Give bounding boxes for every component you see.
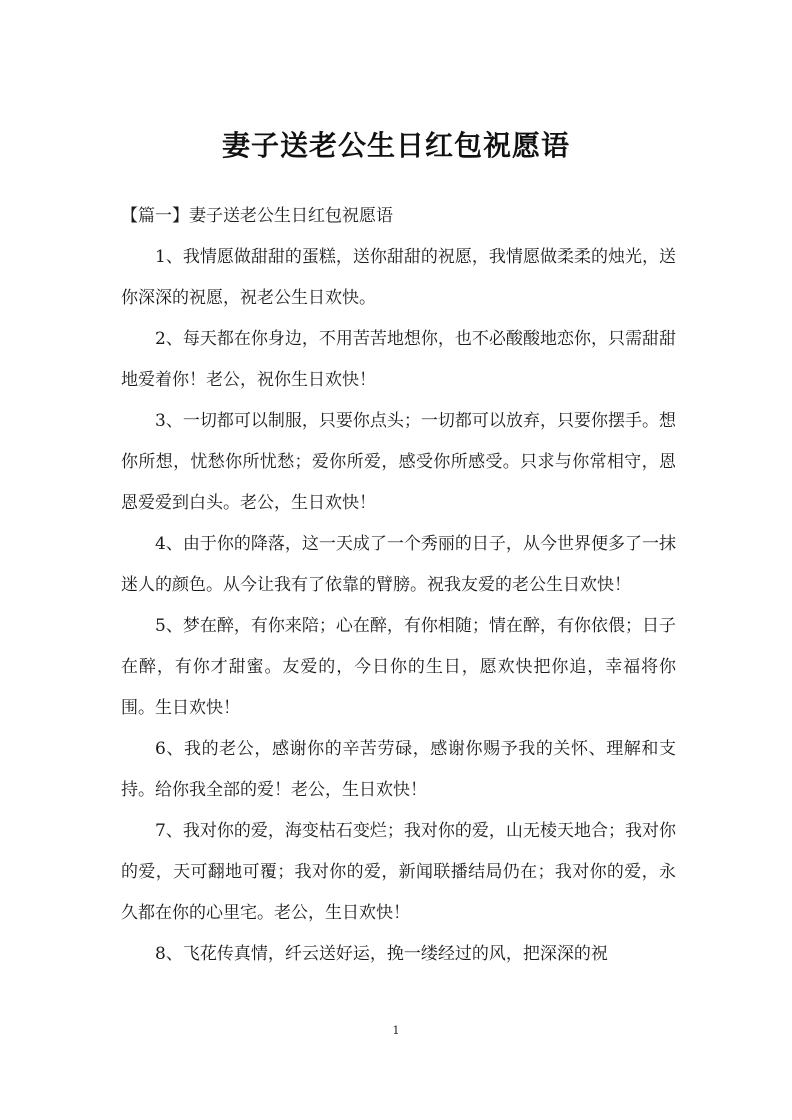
document-body xyxy=(121,196,676,975)
paragraph-2: 2、每天都在你身边，不用苦苦地想你，也不必酸酸地恋你，只需甜甜地爱着你！老公，祝你生日欢快！ xyxy=(121,329,676,390)
section-heading: 【篇一】妻子送老公生日红包祝愿语 xyxy=(121,206,393,226)
page-number: 1 xyxy=(392,1024,400,1037)
paragraph-1: 1、我情愿做甜甜的蛋糕，送你甜甜的祝愿，我情愿做柔柔的烛光，送你深深的祝愿，祝老公生日欢快。 xyxy=(121,247,676,308)
paragraph-7: 7、我对你的爱，海变枯石变烂；我对你的爱，山无棱天地合；我对你的爱，天可翻地可覆；我对你的爱，新闻联播结局仍在；我对你的爱，永久都在你的心里宅。老公，生日欢快！ xyxy=(121,821,676,923)
paragraph-4: 4、由于你的降落，这一天成了一个秀丽的日子，从今世界便多了一抹迷人的颜色。从今让我有了依靠的臂膀。祝我友爱的老公生日欢快！ xyxy=(121,534,676,595)
paragraph-3: 3、一切都可以制服，只要你点头；一切都可以放弃，只要你摆手。想你所想，忧愁你所忧愁；爱你所爱，感受你所感受。只求与你常相守，恩恩爱爱到白头。老公，生日欢快！ xyxy=(121,411,676,513)
paragraph-8: 8、飞花传真情，纤云送好运，挽一缕经过的风，把深深的祝 xyxy=(155,944,608,964)
paragraph-6: 6、我的老公，感谢你的辛苦劳碌，感谢你赐予我的关怀、理解和支持。给你我全部的爱！老公，生日欢快！ xyxy=(121,739,676,800)
paragraph-5: 5、梦在醉，有你来陪；心在醉，有你相随；情在醉，有你依偎；日子在醉，有你才甜蜜。友爱的，今日你的生日，愿欢快把你追，幸福将你围。生日欢快！ xyxy=(121,616,676,718)
document-title: 妻子送老公生日红包祝愿语 xyxy=(221,129,570,162)
